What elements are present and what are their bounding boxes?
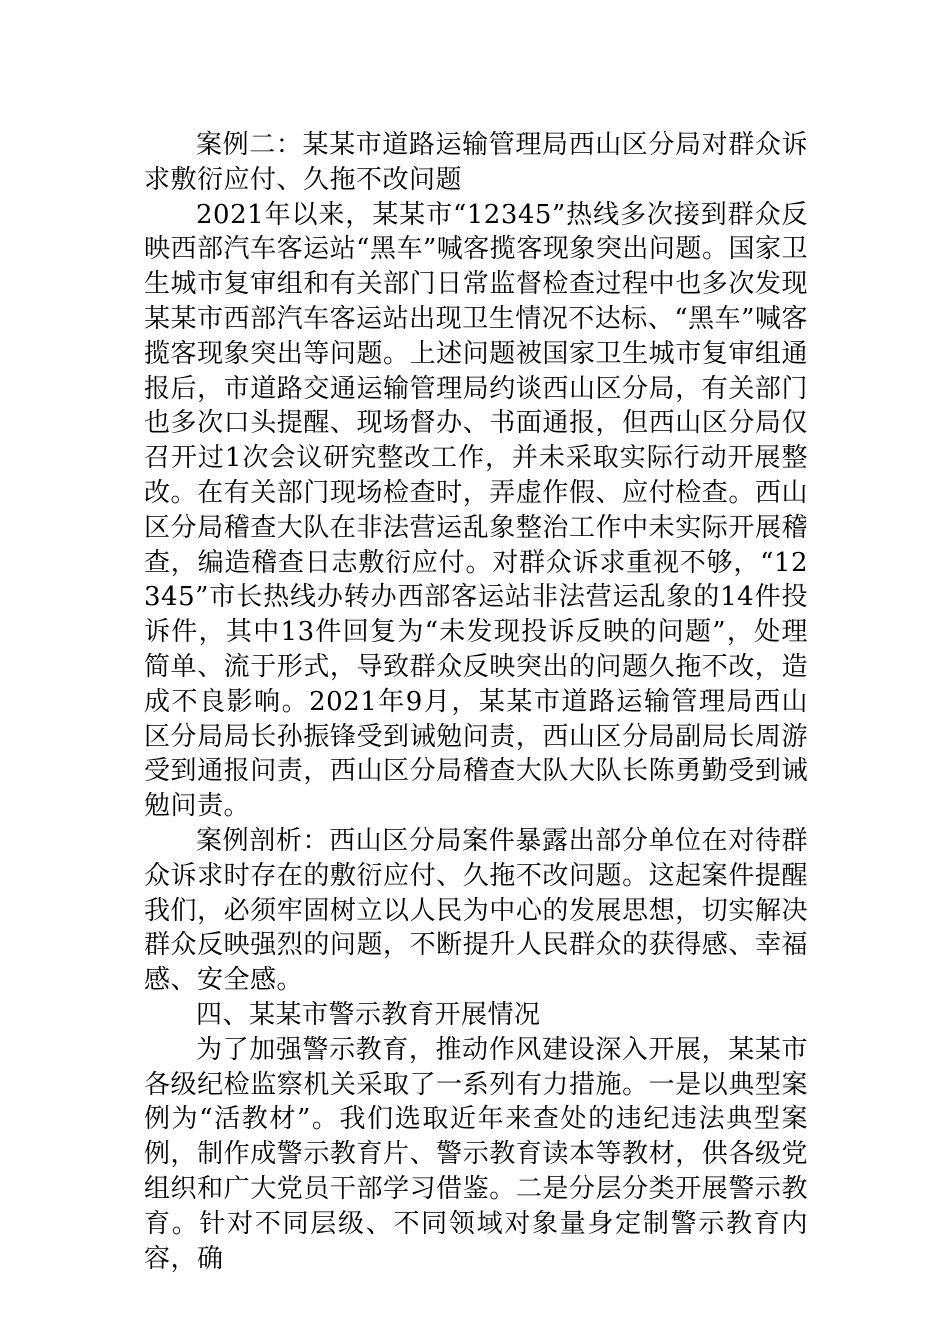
document-body xyxy=(144,128,808,1276)
warning-education-paragraph: 为了加强警示教育，推动作风建设深入开展，某某市各级纪检监察机关采取了一系列有力措施。一是以典型案例为“活教材”。我们选取近年来查处的违纪违法典型案例，制作成警示教育片、警示教育读本等教材，供各级党组织和广大党员干部学习借鉴。二是分层分类开展警示教育。针对不同层级、不同领域对象量身定制警示教育内容，确 xyxy=(144,1034,808,1274)
case-two-heading: 案例二：某某市道路运输管理局西山区分局对群众诉求敷衍应付、久拖不改问题 xyxy=(144,130,808,195)
case-two-details: 2021年以来，某某市“12345”热线多次接到群众反映西部汽车客运站“黑车”喊客揽客现象突出问题。国家卫生城市复审组和有关部门日常监督检查过程中也多次发现某某市西部汽车客运站出现卫生情况不达标、“黑车”喊客揽客现象突出等问题。上述问题被国家卫生城市复审组通报后，市道路交通运输管理局约谈西山区分局，有关部门也多次口头提醒、现场督办、书面通报，但西山区分局仅召开过1次会议研究整改工作，并未采取实际行动开展整改。在有关部门现场检查时，弄虚作假、应付检查。西山区分局稽查大队在非法营运乱象整治工作中未实际开展稽查，编造稽查日志敷衍应付。对群众诉求重视不够，“12345”市长热线办转办西部客运站非法营运乱象的14件投诉件，其中13件回复为“未发现投诉反映的问题”，处理简单、流于形式，导致群众反映突出的问题久拖不改，造成不良影响。2021年9月，某某市道路运输管理局西山区分局局长孙振锋受到诫勉问责，西山区分局副局长周游受到通报问责，西山区分局稽查大队大队长陈勇勤受到诫勉问责。 xyxy=(144,199,808,822)
case-analysis: 案例剖析：西山区分局案件暴露出部分单位在对待群众诉求时存在的敷衍应付、久拖不改问题。这起案件提醒我们，必须牢固树立以人民为中心的发展思想，切实解决群众反映强烈的问题，不断提升人民群众的获得感、幸福感、安全感。 xyxy=(144,825,808,996)
section-four-heading: 四、某某市警示教育开展情况 xyxy=(196,999,541,1030)
